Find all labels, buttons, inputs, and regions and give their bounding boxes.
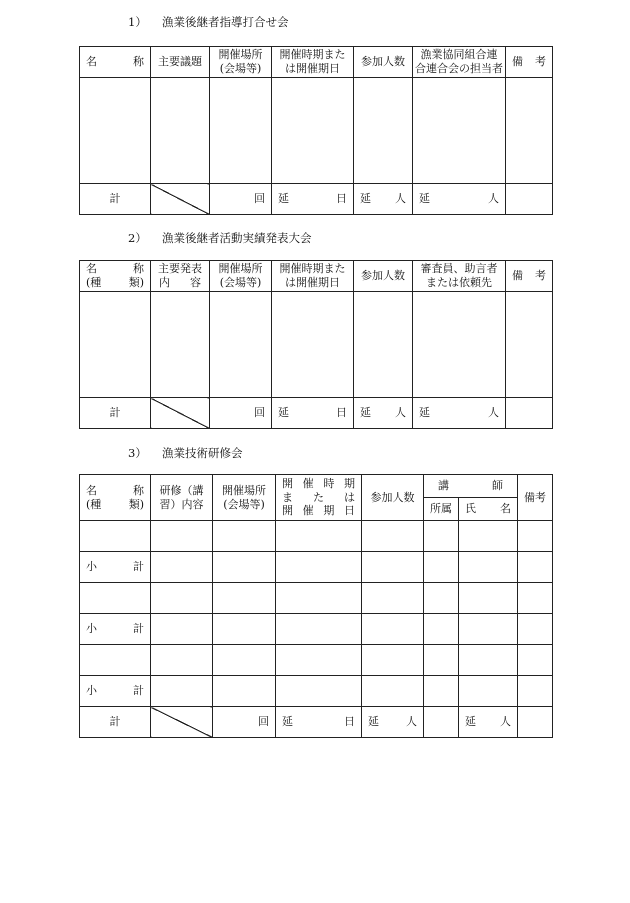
cell-remarks[interactable]: [518, 521, 553, 552]
cell-venue[interactable]: [213, 676, 276, 707]
cell-content[interactable]: [151, 676, 213, 707]
cell-person-name[interactable]: [459, 583, 518, 614]
section3-table: [79, 474, 553, 738]
header-period: 開 催 時 期 ま た は 開 催 期 日: [276, 475, 362, 521]
cell-topic[interactable]: [151, 78, 210, 184]
total-label: 計: [80, 707, 151, 738]
section1-title: 漁業後継者指導打合せ会: [162, 15, 289, 29]
section2-heading: [128, 230, 312, 246]
section2-table: [79, 260, 553, 429]
header-venue: 開催場所 (会場等): [213, 475, 276, 521]
total-days: 延 日: [272, 184, 354, 215]
cell-name[interactable]: [80, 521, 151, 552]
cell-content[interactable]: [151, 521, 213, 552]
total-judge-persons: 延 人: [413, 398, 506, 429]
cell-remarks[interactable]: [506, 292, 553, 398]
cell-affiliation[interactable]: [424, 552, 459, 583]
cell-content[interactable]: [151, 552, 213, 583]
cell-content[interactable]: [151, 645, 213, 676]
section2-body-row: [80, 292, 553, 398]
section3-subtotal-row: [80, 614, 553, 645]
cell-participants[interactable]: [354, 292, 413, 398]
cell-participants[interactable]: [362, 676, 424, 707]
cell-venue[interactable]: [213, 552, 276, 583]
cell-person-name[interactable]: [459, 645, 518, 676]
cell-participants[interactable]: [362, 645, 424, 676]
header-period: 開催時期また は開催期日: [272, 47, 354, 78]
total-persons: 延 人: [354, 184, 413, 215]
cell-affiliation[interactable]: [424, 583, 459, 614]
section2-total-row: [80, 398, 553, 429]
section3-total-row: [80, 707, 553, 738]
cell-name[interactable]: [80, 583, 151, 614]
cell-period[interactable]: [276, 583, 362, 614]
cell-period[interactable]: [276, 614, 362, 645]
cell-venue[interactable]: [213, 583, 276, 614]
section2-number: 2）: [128, 231, 147, 245]
header-topic: 主要発表 内 容: [151, 261, 210, 292]
total-label: 計: [80, 184, 151, 215]
section3-subtotal-row: [80, 552, 553, 583]
cell-remarks[interactable]: [518, 552, 553, 583]
header-topic: 主要議題: [151, 47, 210, 78]
cell-person-name[interactable]: [459, 676, 518, 707]
header-venue: 開催場所 (会場等): [210, 261, 272, 292]
section1-heading: [128, 14, 289, 30]
section3-entry-row: [80, 583, 553, 614]
cell-venue[interactable]: [210, 292, 272, 398]
cell-remarks[interactable]: [518, 676, 553, 707]
section1-table: [79, 46, 553, 215]
cell-remarks[interactable]: [518, 645, 553, 676]
cell-content[interactable]: [151, 614, 213, 645]
cell-period[interactable]: [272, 292, 354, 398]
subtotal-label: 小 計: [80, 552, 151, 583]
header-remarks: 備 考: [506, 47, 553, 78]
total-coop-persons: 延 人: [413, 184, 506, 215]
cell-venue[interactable]: [213, 521, 276, 552]
cell-venue[interactable]: [213, 614, 276, 645]
cell-participants[interactable]: [354, 78, 413, 184]
cell-name[interactable]: [80, 78, 151, 184]
header-participants: 参加人数: [362, 475, 424, 521]
cell-period[interactable]: [276, 552, 362, 583]
cell-name[interactable]: [80, 292, 151, 398]
section1-header-row: [80, 47, 553, 78]
diagonal-cell: [151, 707, 213, 738]
cell-topic[interactable]: [151, 292, 210, 398]
section3-entry-row: [80, 645, 553, 676]
cell-person-name[interactable]: [459, 552, 518, 583]
subtotal-label: 小 計: [80, 676, 151, 707]
cell-period[interactable]: [276, 676, 362, 707]
total-days: 延 日: [272, 398, 354, 429]
cell-affiliation[interactable]: [424, 676, 459, 707]
total-instructor-persons: 延 人: [459, 707, 518, 738]
total-affiliation-blank[interactable]: [424, 707, 459, 738]
cell-venue[interactable]: [210, 78, 272, 184]
total-count-unit: 回: [210, 398, 272, 429]
header-participants: 参加人数: [354, 47, 413, 78]
cell-content[interactable]: [151, 583, 213, 614]
section1-number: 1）: [128, 15, 147, 29]
cell-participants[interactable]: [362, 552, 424, 583]
header-coop: 漁業協同組合連 合連合会の担当者: [413, 47, 506, 78]
cell-affiliation[interactable]: [424, 521, 459, 552]
section2-header-row: [80, 261, 553, 292]
section3-entry-row: [80, 521, 553, 552]
header-name-kind: 名 称 (種 類): [80, 475, 151, 521]
header-period: 開催時期また は開催期日: [272, 261, 354, 292]
total-count-unit: 回: [213, 707, 276, 738]
total-days: 延 日: [276, 707, 362, 738]
header-name-kind: 名 称 (種 類): [80, 261, 151, 292]
cell-affiliation[interactable]: [424, 645, 459, 676]
cell-affiliation[interactable]: [424, 614, 459, 645]
section3-header-row-1: [80, 475, 553, 498]
cell-remarks[interactable]: [518, 583, 553, 614]
cell-person-name[interactable]: [459, 614, 518, 645]
section1-body-row: [80, 78, 553, 184]
cell-venue[interactable]: [213, 645, 276, 676]
cell-coop[interactable]: [413, 78, 506, 184]
total-persons: 延 人: [362, 707, 424, 738]
total-remarks[interactable]: [518, 707, 553, 738]
header-name: 名 称: [80, 47, 151, 78]
header-instructor: 講 師: [424, 475, 518, 498]
cell-name[interactable]: [80, 645, 151, 676]
cell-remarks[interactable]: [518, 614, 553, 645]
cell-person-name[interactable]: [459, 521, 518, 552]
header-venue: 開催場所 (会場等): [210, 47, 272, 78]
header-content: 研修（講 習）内容: [151, 475, 213, 521]
cell-period[interactable]: [272, 78, 354, 184]
subtotal-label: 小 計: [80, 614, 151, 645]
cell-judges[interactable]: [413, 292, 506, 398]
section3-number: 3）: [128, 446, 147, 460]
total-remarks[interactable]: [506, 398, 553, 429]
header-participants: 参加人数: [354, 261, 413, 292]
total-label: 計: [80, 398, 151, 429]
diagonal-cell: [151, 184, 210, 215]
cell-participants[interactable]: [362, 583, 424, 614]
cell-period[interactable]: [276, 521, 362, 552]
header-affiliation: 所属: [424, 498, 459, 521]
total-count-unit: 回: [210, 184, 272, 215]
cell-participants[interactable]: [362, 521, 424, 552]
section1-total-row: [80, 184, 553, 215]
header-remarks: 備 考: [506, 261, 553, 292]
section3-subtotal-row: [80, 676, 553, 707]
total-persons: 延 人: [354, 398, 413, 429]
header-person-name: 氏 名: [459, 498, 518, 521]
cell-participants[interactable]: [362, 614, 424, 645]
total-remarks[interactable]: [506, 184, 553, 215]
section2-title: 漁業後継者活動実績発表大会: [162, 231, 312, 245]
section3-heading: [128, 445, 243, 461]
header-remarks: 備考: [518, 475, 553, 521]
cell-remarks[interactable]: [506, 78, 553, 184]
diagonal-cell: [151, 398, 210, 429]
header-judges: 審査員、助言者 または依頼先: [413, 261, 506, 292]
section3-title: 漁業技術研修会: [162, 446, 243, 460]
cell-period[interactable]: [276, 645, 362, 676]
